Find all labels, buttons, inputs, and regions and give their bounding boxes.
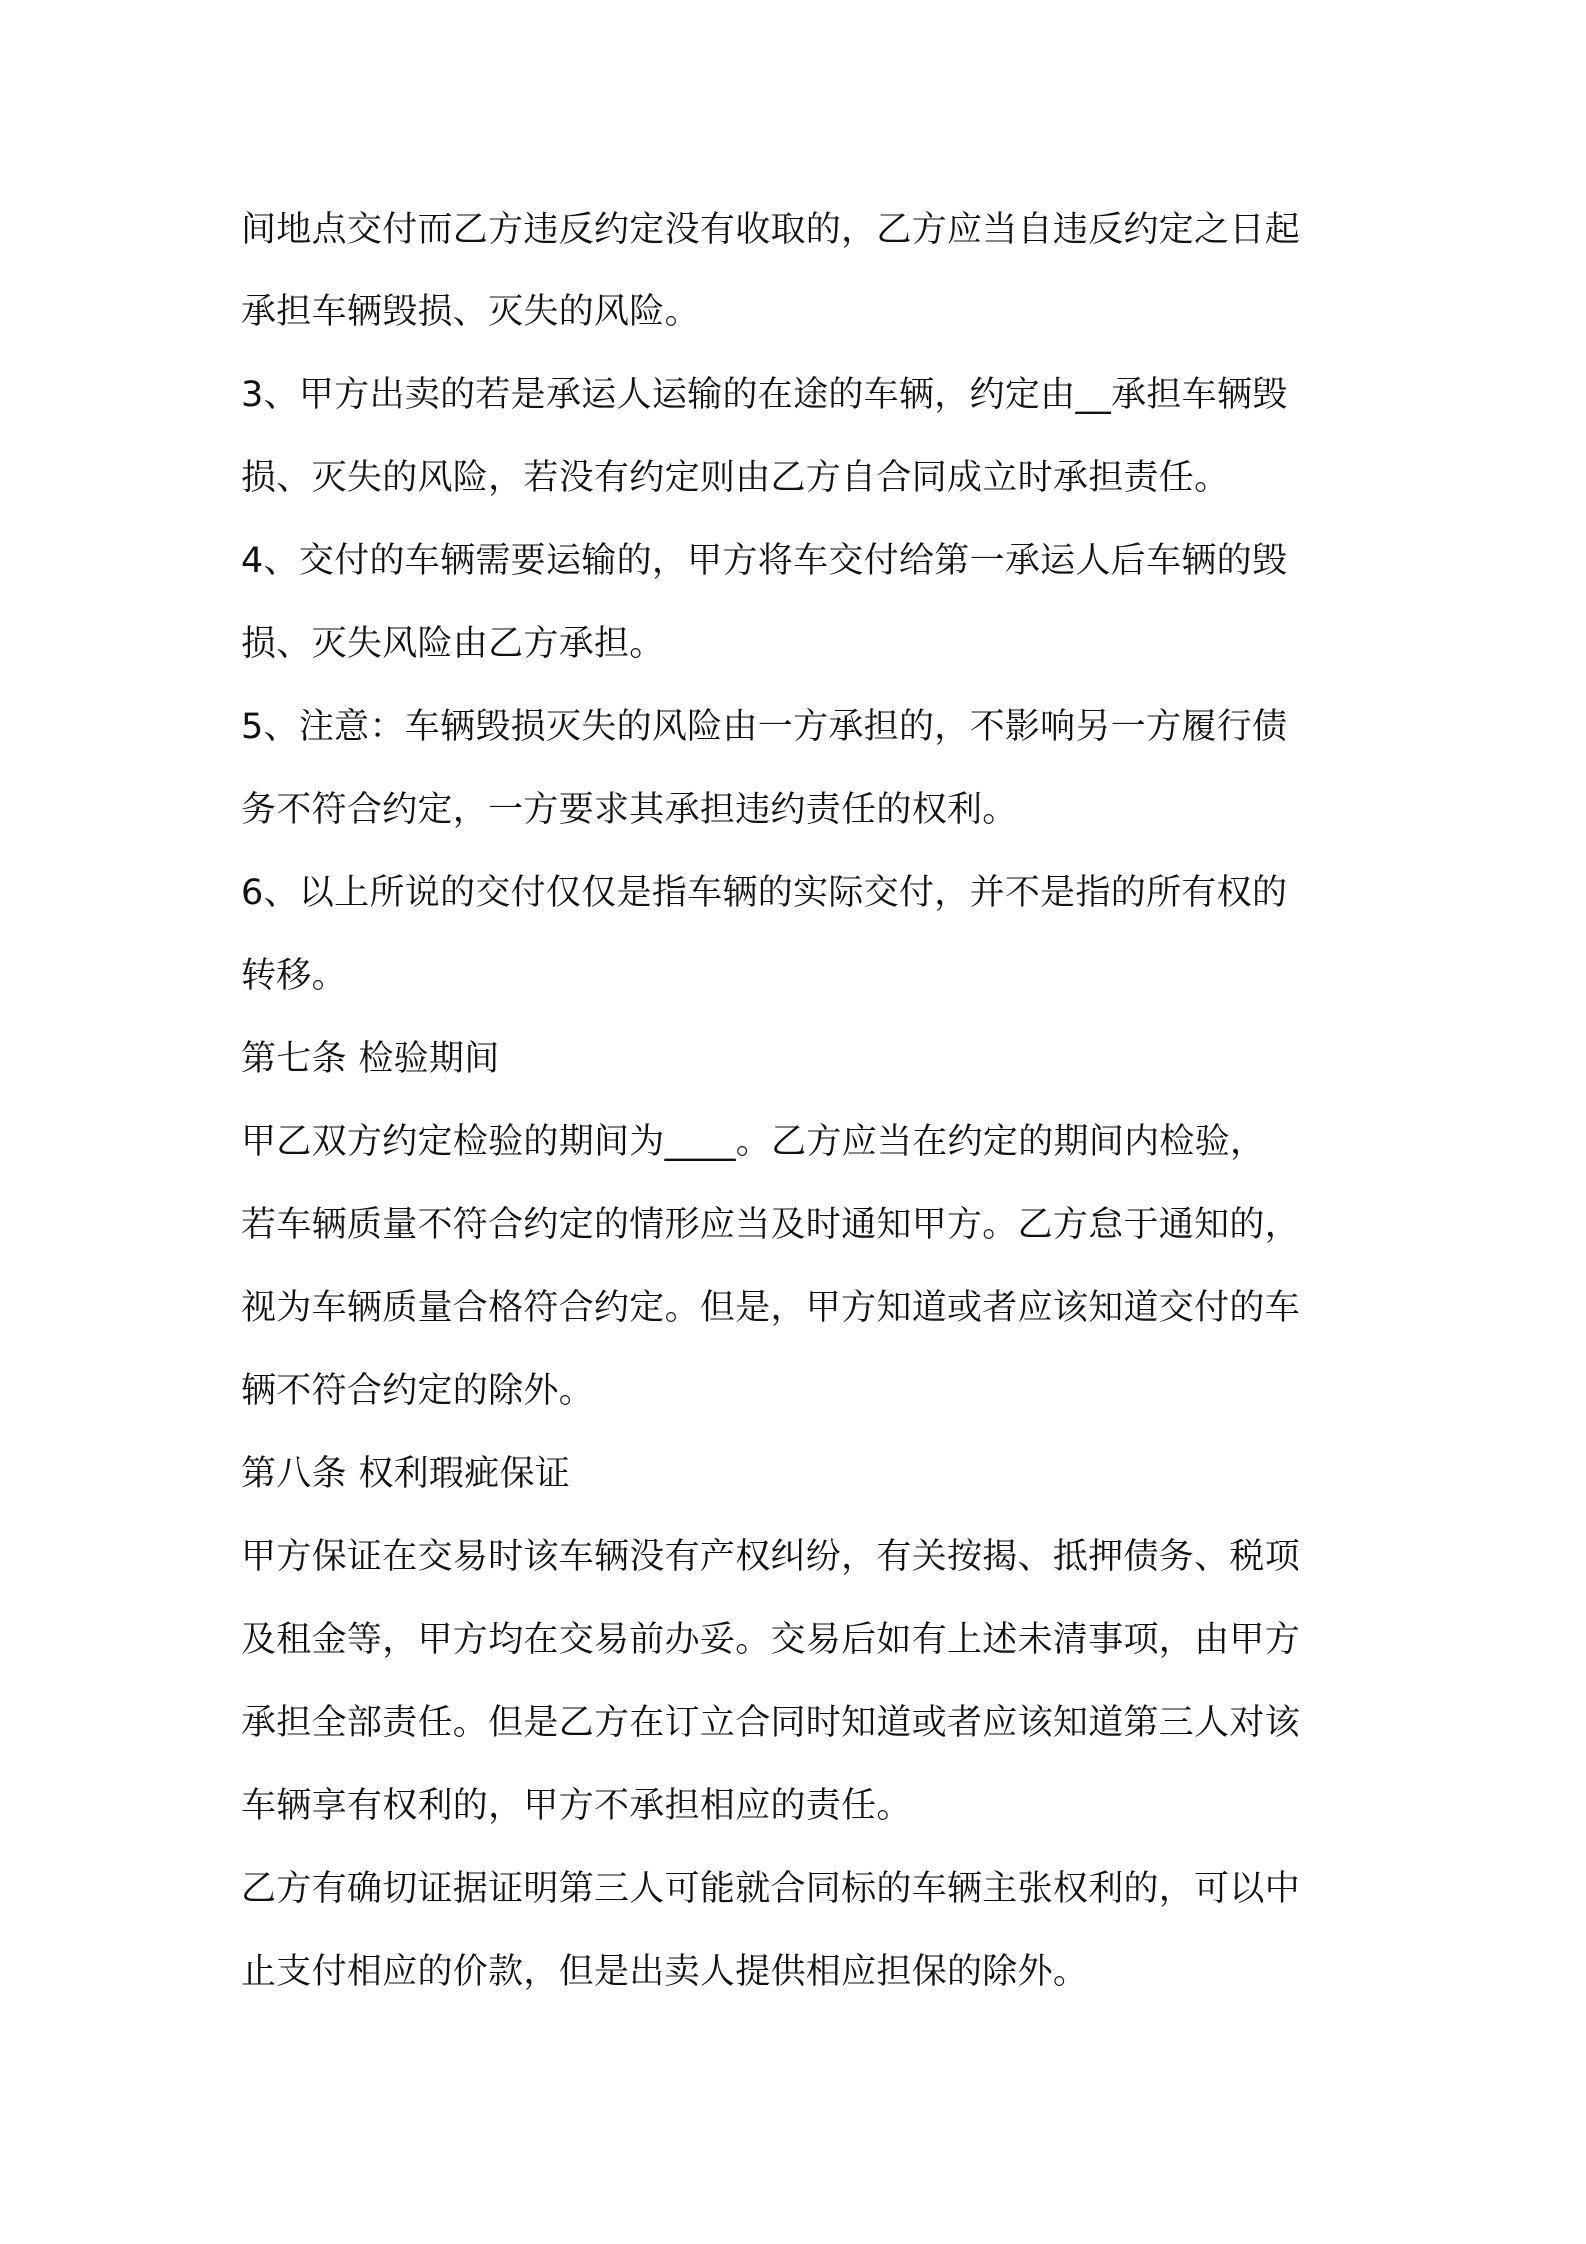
text-line: 损、灭失的风险，若没有约定则由乙方自合同成立时承担责任。 [241,458,1230,498]
text-line: 止支付相应的价款，但是出卖人提供相应担保的除外。 [241,1952,1089,1992]
text-line: 间地点交付而乙方违反约定没有收取的，乙方应当自违反约定之日起 [241,210,1301,250]
text-line: 乙方有确切证据证明第三人可能就合同标的车辆主张权利的，可以中 [241,1869,1301,1909]
text-line: 务不符合约定，一方要求其承担违约责任的权利。 [241,790,1018,830]
text-line: 损、灭失风险由乙方承担。 [241,624,665,664]
section-heading: 第七条 检验期间 [241,1039,500,1079]
text-line: 转移。 [241,956,347,996]
text-line: 辆不符合约定的除外。 [241,1371,595,1411]
text-line: 6、以上所说的交付仅仅是指车辆的实际交付，并不是指的所有权的 [241,873,1288,913]
text-line: 视为车辆质量合格符合约定。但是，甲方知道或者应该知道交付的车 [241,1288,1301,1328]
section-heading: 第八条 权利瑕疵保证 [241,1454,571,1494]
text-line: 甲乙双方约定检验的期间为____。乙方应当在约定的期间内检验， [241,1122,1266,1162]
text-line: 5、注意：车辆毁损灭失的风险由一方承担的，不影响另一方履行债 [241,707,1288,747]
text-line: 若车辆质量不符合约定的情形应当及时通知甲方。乙方怠于通知的， [241,1205,1301,1245]
text-line: 承担车辆毁损、灭失的风险。 [241,292,700,332]
text-line: 4、交付的车辆需要运输的，甲方将车交付给第一承运人后车辆的毁 [241,541,1288,581]
text-line: 车辆享有权利的，甲方不承担相应的责任。 [241,1786,912,1826]
text-line: 甲方保证在交易时该车辆没有产权纠纷，有关按揭、抵押债务、税项 [241,1537,1301,1577]
text-line: 承担全部责任。但是乙方在订立合同时知道或者应该知道第三人对该 [241,1703,1301,1743]
text-line: 及租金等，甲方均在交易前办妥。交易后如有上述未清事项，由甲方 [241,1620,1301,1660]
text-line: 3、甲方出卖的若是承运人运输的在途的车辆，约定由__承担车辆毁 [241,375,1288,415]
